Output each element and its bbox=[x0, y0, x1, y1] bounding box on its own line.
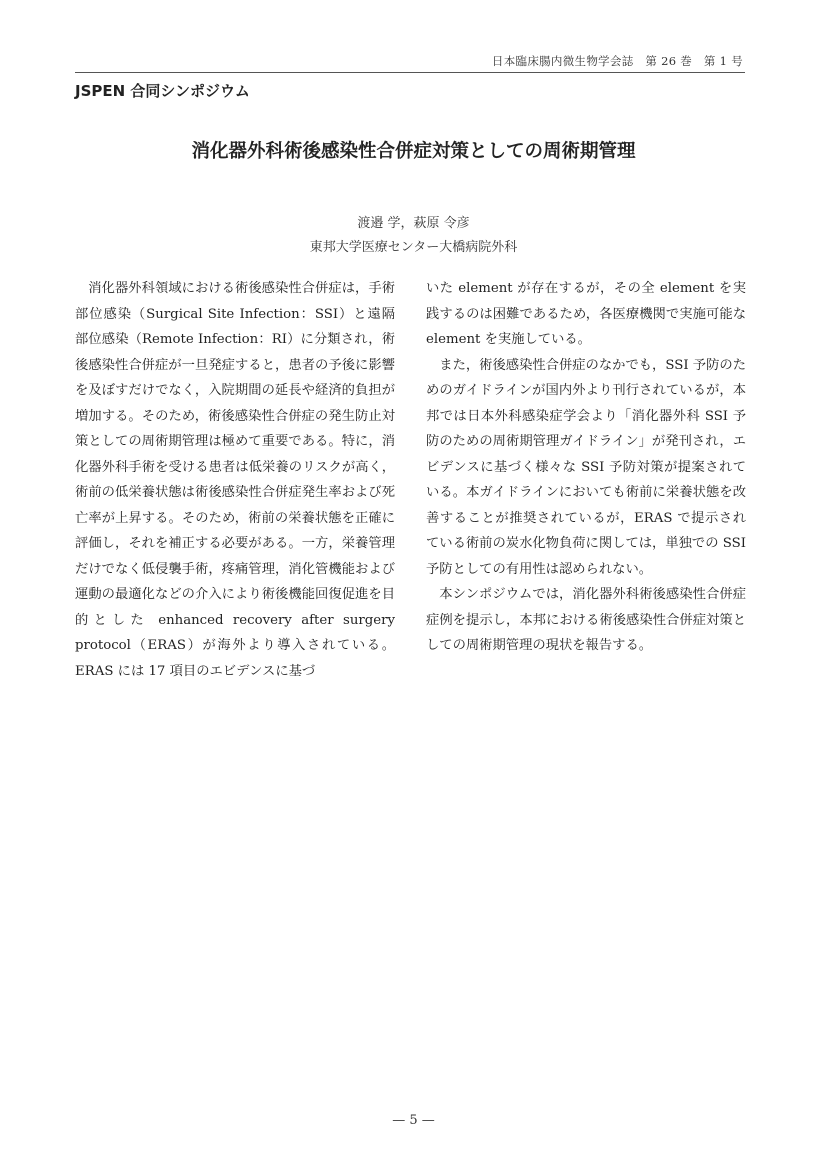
article-affiliation: 東邦大学医療センター大橋病院外科 bbox=[309, 240, 518, 255]
paragraph-3: 本シンポジウムでは，消化器外科術後感染性合併症症例を提示し，本邦における術後感染性合併症対策としての周術期管理の現状を報告する。 bbox=[426, 587, 746, 653]
journal-header: 日本臨床腸内微生物学会誌 第 26 巻 第 1 号 bbox=[491, 54, 743, 68]
page-number: — 5 — bbox=[392, 1113, 435, 1128]
section-label: JSPEN 合同シンポジウム bbox=[75, 82, 250, 100]
article-authors: 渡邉 学，萩原 令彦 bbox=[357, 216, 470, 231]
paragraph-1-part-2: いた element が存在するが，その全 element を実践するのは困難であるため，各医療機関で実施可能な element を実施している。 bbox=[426, 281, 746, 347]
body-column-right bbox=[426, 276, 746, 659]
paragraph-1-part-1: 消化器外科領域における術後感染性合併症は，手術部位感染（Surgical Site Infection：SSI）と遠隔部位感染（Remote Infection：RI）に分類され，術後感染性合併症が一旦発症すると，患者の予後に影響を及ぼすだけでなく，入院期間の延長や経済的負担が増加する。そのため，術後感染性合併症の発生防止対策としての周術期管理は極めて重要である。特に，消化器外科手術を受ける患者は低栄養のリスクが高く，術前の低栄養状態は術後感染性合併症発生率および死亡率が上昇する。そのため，術前の栄養状態を正確に評価し，それを補正する必要がある。一方，栄養管理だけでなく低侵襲手術，疼痛管理，消化管機能および運動の最適化などの介入により術後機能回復促進を目的とした enhanced recovery after surgery protocol（ERAS）が海外より導入されている。ERAS には 17 項目のエビデンスに基づ bbox=[75, 281, 395, 679]
body-column-left bbox=[75, 276, 395, 684]
paragraph-2: また，術後感染性合併症のなかでも，SSI 予防のためのガイドラインが国内外より刊行されているが，本邦では日本外科感染症学会より「消化器外科 SSI 予防のための周術期管理ガイドライン」が発刊され，エビデンスに基づく様々な SSI 予防対策が提案されている。本ガイドラインにおいても術前に栄養状態を改善することが推奨されているが，ERAS で提示されている術前の炭水化物負荷に関しては，単独での SSI 予防としての有用性は認められない。 bbox=[426, 357, 746, 577]
section-rule bbox=[75, 72, 745, 73]
article-title: 消化器外科術後感染性合併症対策としての周術期管理 bbox=[191, 141, 636, 162]
